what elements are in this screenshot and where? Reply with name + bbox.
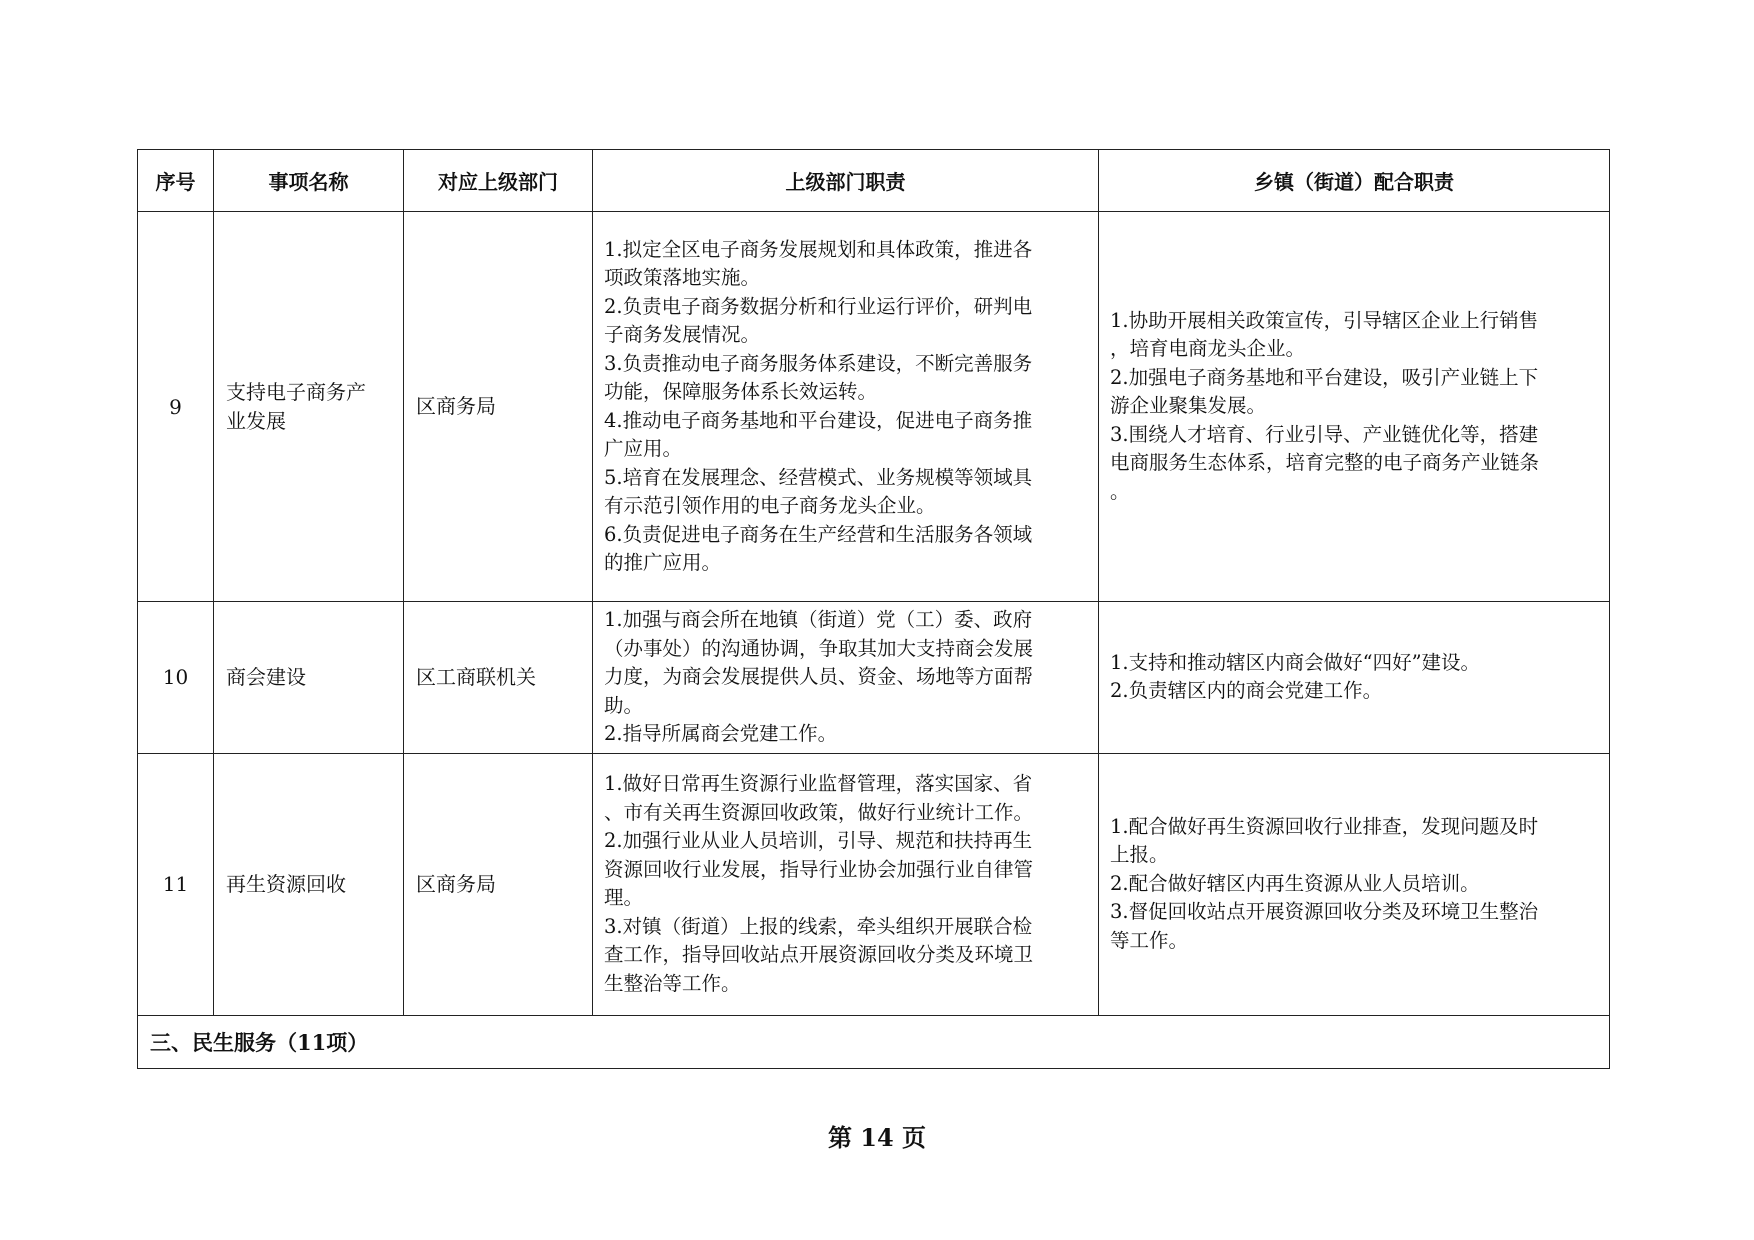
duty-line: 有示范引领作用的电子商务龙头企业。 [604, 494, 936, 517]
duty-line: 子商务发展情况。 [604, 323, 761, 346]
coop-line: 1.协助开展相关政策宣传，引导辖区企业上行销售 [1110, 308, 1539, 332]
row-department-duties [593, 212, 1099, 602]
coop-line: 等工作。 [1110, 928, 1189, 952]
page-number: 第 14 页 [827, 1123, 927, 1152]
duty-line: 2.指导所属商会党建工作。 [604, 722, 838, 745]
duty-line: （办事处）的沟通协调，争取其加大支持商会发展 [604, 636, 1034, 660]
duty-line: 力度，为商会发展提供人员、资金、场地等方面帮 [604, 665, 1034, 688]
duty-line: 理。 [604, 886, 644, 909]
row-serial-number: 10 [138, 602, 214, 754]
header-department-duties: 上级部门职责 [593, 150, 1099, 212]
item-name-line: 商会建设 [226, 665, 306, 689]
coop-line: 上报。 [1110, 843, 1169, 867]
section-title: 三、民生服务（11项） [138, 1015, 1610, 1068]
responsibility-table [137, 149, 1610, 1069]
table-row [138, 602, 1610, 754]
table-row [138, 753, 1610, 1015]
duty-line: 功能，保障服务体系长效运转。 [604, 380, 878, 403]
duty-line: 3.负责推动电子商务服务体系建设，不断完善服务 [604, 351, 1033, 375]
duty-line: 6.负责促进电子商务在生产经营和生活服务各领域 [604, 522, 1033, 546]
header-serial-number: 序号 [138, 150, 214, 212]
item-name-line: 业发展 [226, 408, 286, 433]
coop-line: 游企业聚集发展。 [1110, 394, 1267, 418]
row-item-name [214, 753, 404, 1015]
coop-line: 2.负责辖区内的商会党建工作。 [1110, 679, 1383, 703]
duty-line: 项政策落地实施。 [604, 266, 761, 289]
item-name-line: 再生资源回收 [226, 871, 346, 896]
header-item-name: 事项名称 [214, 150, 404, 212]
section-row [138, 1015, 1610, 1068]
row-serial-number: 9 [138, 212, 214, 602]
row-item-name [214, 602, 404, 754]
coop-line: ，培育电商龙头企业。 [1110, 337, 1306, 361]
coop-line: 3.围绕人才培育、行业引导、产业链优化等，搭建 [1110, 422, 1539, 446]
row-department: 区商务局 [404, 212, 593, 602]
header-superior-department: 对应上级部门 [404, 150, 593, 212]
duty-line: 4.推动电子商务基地和平台建设，促进电子商务推 [604, 408, 1033, 432]
coop-line: 2.配合做好辖区内再生资源从业人员培训。 [1110, 871, 1480, 895]
coop-line: 电商服务生态体系，培育完整的电子商务产业链条 [1110, 451, 1540, 475]
coop-line: 3.督促回收站点开展资源回收分类及环境卫生整治 [1110, 900, 1539, 924]
row-department: 区工商联机关 [404, 602, 593, 754]
duty-line: 2.负责电子商务数据分析和行业运行评价，研判电 [604, 294, 1033, 318]
row-cooperation-duties [1099, 212, 1610, 602]
row-item-name [214, 212, 404, 602]
row-cooperation-duties [1099, 753, 1610, 1015]
row-department-duties [593, 753, 1099, 1015]
row-serial-number: 11 [138, 753, 214, 1015]
duty-line: 1.加强与商会所在地镇（街道）党（工）委、政府 [604, 608, 1033, 631]
duty-line: 的推广应用。 [604, 551, 722, 574]
coop-line: 。 [1110, 479, 1130, 503]
duty-line: 1.拟定全区电子商务发展规划和具体政策，推进各 [604, 237, 1033, 261]
coop-line: 2.加强电子商务基地和平台建设，吸引产业链上下 [1110, 365, 1539, 389]
duty-line: 5.培育在发展理念、经营模式、业务规模等领域具 [604, 465, 1033, 489]
row-department-duties [593, 602, 1099, 754]
row-department: 区商务局 [404, 753, 593, 1015]
coop-line: 1.配合做好再生资源回收行业排查，发现问题及时 [1110, 814, 1539, 838]
item-name-line: 支持电子商务产 [226, 380, 366, 404]
row-cooperation-duties [1099, 602, 1610, 754]
duty-line: 、市有关再生资源回收政策，做好行业统计工作。 [604, 800, 1034, 824]
duty-line: 3.对镇（街道）上报的线索，牵头组织开展联合检 [604, 914, 1033, 938]
duty-line: 生整治等工作。 [604, 971, 741, 995]
duty-line: 2.加强行业从业人员培训，引导、规范和扶持再生 [604, 829, 1033, 852]
table-row [138, 212, 1610, 602]
duty-line: 查工作，指导回收站点开展资源回收分类及环境卫 [604, 943, 1034, 966]
duty-line: 广应用。 [604, 437, 683, 460]
coop-line: 1.支持和推动辖区内商会做好“四好”建设。 [1110, 650, 1481, 674]
duty-line: 助。 [604, 693, 644, 717]
duty-line: 1.做好日常再生资源行业监督管理，落实国家、省 [604, 772, 1033, 795]
duty-line: 资源回收行业发展，指导行业协会加强行业自律管 [604, 857, 1034, 881]
header-town-cooperation-duties: 乡镇（街道）配合职责 [1099, 150, 1610, 212]
table-header-row [138, 150, 1610, 212]
